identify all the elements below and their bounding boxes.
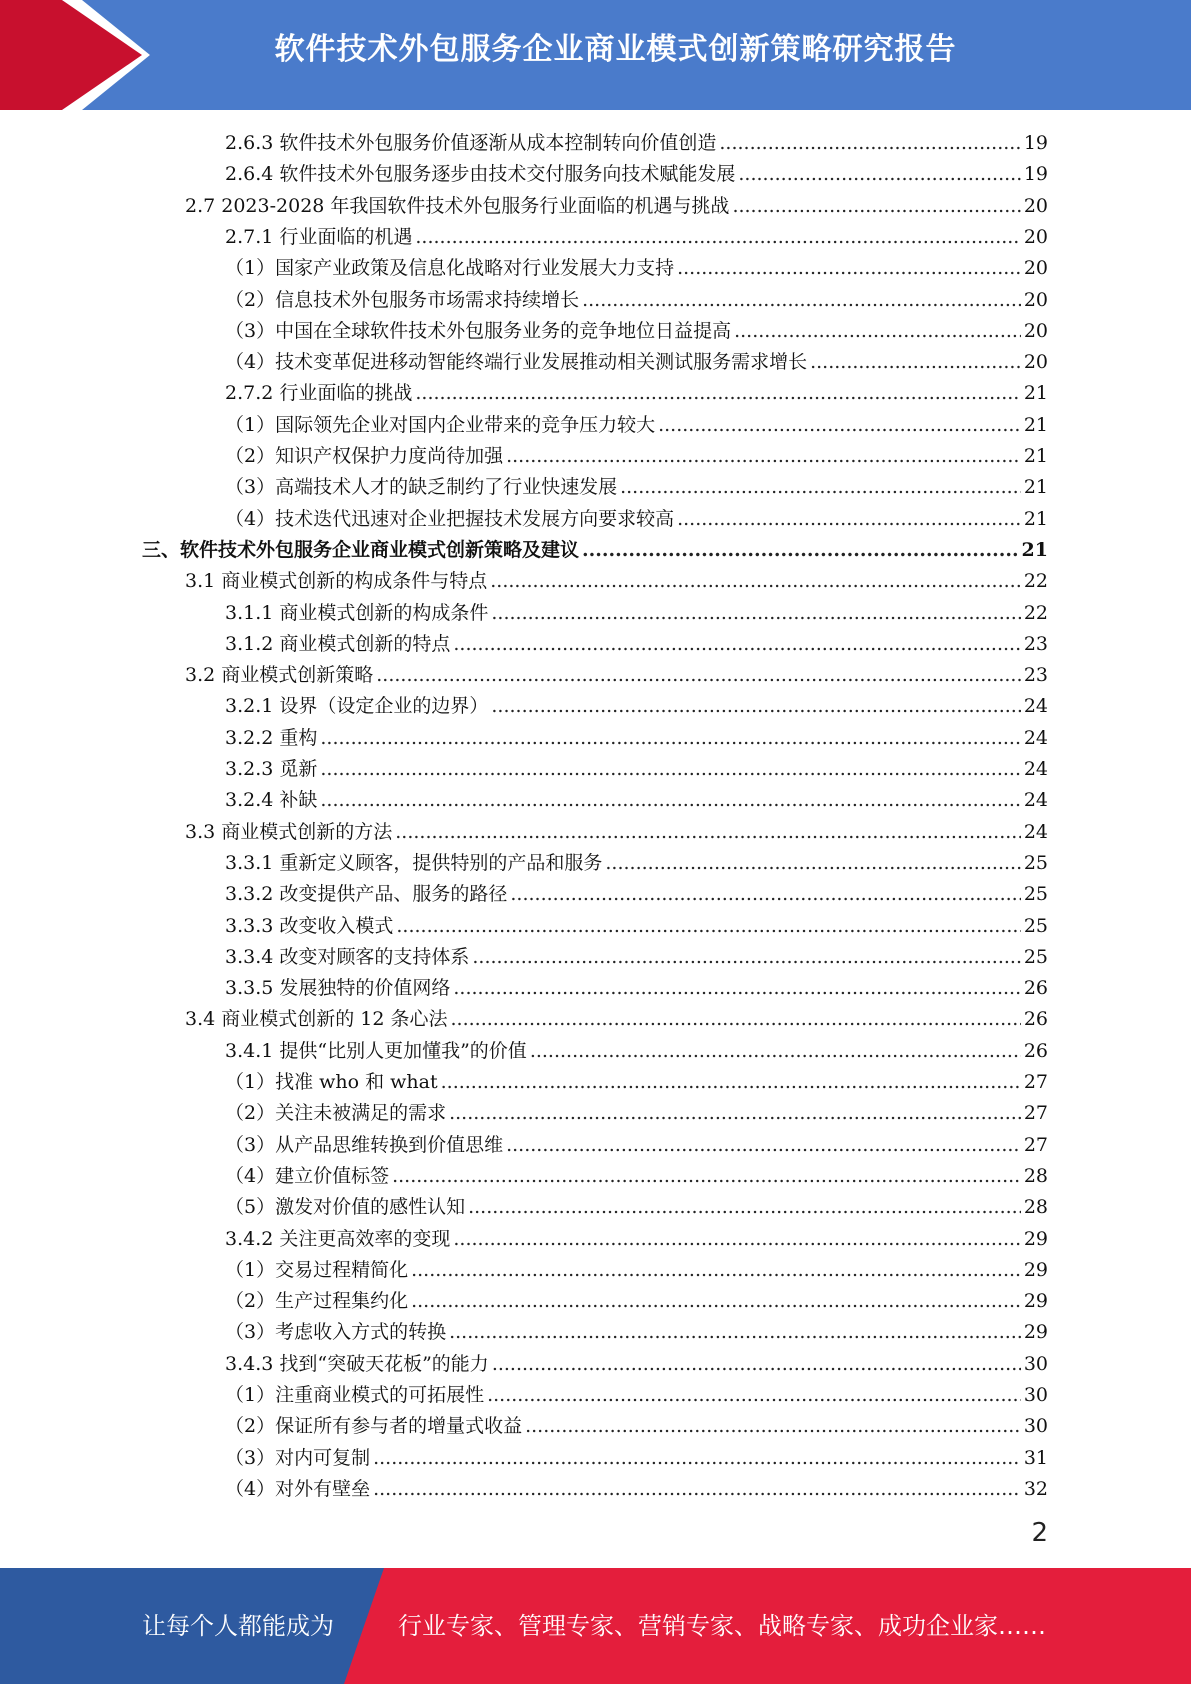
toc-entry-label: （3）考虑收入方式的转换	[225, 1321, 447, 1343]
toc-entry-label: （2）知识产权保护力度尚待加强	[225, 445, 504, 467]
toc-entry-label: 3.3.1 重新定义顾客，提供特别的产品和服务	[225, 852, 603, 874]
toc-entry-label: 3.1 商业模式创新的构成条件与特点	[185, 570, 488, 592]
toc-entry[interactable]	[225, 1161, 1048, 1192]
toc-leader-dots	[491, 598, 1020, 629]
toc-entry-label: （1）找准 who 和 what	[225, 1071, 438, 1093]
toc-entry[interactable]	[225, 1380, 1048, 1411]
toc-entry-label: （4）技术迭代迅速对企业把握技术发展方向要求较高	[225, 508, 675, 530]
toc-entry-label: （3）高端技术人才的缺乏制约了行业快速发展	[225, 476, 618, 498]
toc-entry[interactable]	[225, 629, 1048, 660]
toc-entry-page: 24	[1023, 821, 1048, 843]
toc-entry-page: 25	[1023, 883, 1048, 905]
toc-entry-label: （4）对外有壁垒	[225, 1478, 371, 1500]
toc-entry[interactable]	[225, 1255, 1048, 1286]
toc-leader-dots	[506, 441, 1021, 472]
toc-leader-dots	[395, 817, 1021, 848]
toc-entry[interactable]	[185, 566, 1048, 597]
toc-entry-label: （2）关注未被满足的需求	[225, 1102, 447, 1124]
toc-entry[interactable]	[225, 472, 1048, 503]
toc-entry-page: 27	[1023, 1071, 1048, 1093]
toc-entry-page: 24	[1023, 695, 1048, 717]
toc-leader-dots	[392, 1161, 1021, 1192]
page-header	[0, 0, 1191, 110]
toc-entry-label: 3.3.2 改变提供产品、服务的路径	[225, 883, 508, 905]
toc-entry-page: 28	[1023, 1196, 1048, 1218]
toc-entry[interactable]	[225, 1474, 1048, 1505]
toc-leader-dots	[810, 347, 1021, 378]
toc-entry-label: （3）中国在全球软件技术外包服务业务的竞争地位日益提高	[225, 320, 732, 342]
toc-entry[interactable]	[225, 316, 1048, 347]
toc-leader-dots	[492, 1349, 1021, 1380]
toc-entry-label: 3.2.3 觅新	[225, 758, 318, 780]
toc-entry-page: 24	[1023, 789, 1048, 811]
toc-leader-dots	[320, 754, 1020, 785]
toc-entry-page: 25	[1023, 915, 1048, 937]
toc-leader-dots	[510, 879, 1020, 910]
toc-entry[interactable]	[225, 441, 1048, 472]
toc-entry-page: 23	[1023, 633, 1048, 655]
toc-leader-dots	[472, 942, 1020, 973]
toc-leader-dots	[411, 1286, 1021, 1317]
toc-entry[interactable]	[225, 1224, 1048, 1255]
toc-entry-page: 25	[1023, 852, 1048, 874]
toc-entry[interactable]	[225, 128, 1048, 159]
toc-entry[interactable]	[225, 410, 1048, 441]
toc-entry-page: 30	[1023, 1353, 1048, 1375]
toc-entry-label: 3.2 商业模式创新策略	[185, 664, 374, 686]
toc-leader-dots	[719, 128, 1020, 159]
toc-entry-page: 24	[1023, 727, 1048, 749]
toc-leader-dots	[490, 566, 1021, 597]
toc-entry-label: （2）信息技术外包服务市场需求持续增长	[225, 289, 580, 311]
toc-entry[interactable]	[225, 1411, 1048, 1442]
toc-leader-dots	[415, 222, 1020, 253]
toc-entry[interactable]	[225, 879, 1048, 910]
toc-entry-page: 27	[1023, 1134, 1048, 1156]
toc-entry-label: （1）注重商业模式的可拓展性	[225, 1384, 485, 1406]
toc-leader-dots	[732, 191, 1020, 222]
toc-entry-label: 3.4.1 提供“比别人更加懂我”的价值	[225, 1040, 527, 1062]
toc-entry-page: 22	[1023, 570, 1048, 592]
toc-entry[interactable]	[225, 378, 1048, 409]
toc-leader-dots	[530, 1036, 1021, 1067]
toc-entry-page: 29	[1023, 1259, 1048, 1281]
toc-entry[interactable]	[225, 285, 1048, 316]
toc-entry[interactable]	[225, 754, 1048, 785]
toc-entry[interactable]	[225, 1349, 1048, 1380]
toc-entry-label: 2.7 2023-2028 年我国软件技术外包服务行业面临的机遇与挑战	[185, 195, 730, 217]
toc-entry-label: 3.2.2 重构	[225, 727, 318, 749]
toc-leader-dots	[451, 1004, 1021, 1035]
toc-entry[interactable]	[225, 848, 1048, 879]
toc-entry-label: 3.3.5 发展独特的价值网络	[225, 977, 451, 999]
toc-entry-label: 2.7.2 行业面临的挑战	[225, 382, 413, 404]
toc-leader-dots	[491, 691, 1020, 722]
toc-leader-dots	[373, 1474, 1021, 1505]
toc-leader-dots	[376, 660, 1021, 691]
toc-entry-label: （3）从产品思维转换到价值思维	[225, 1134, 504, 1156]
toc-entry-page: 23	[1023, 664, 1048, 686]
toc-entry[interactable]	[225, 785, 1048, 816]
toc-entry-page: 29	[1023, 1321, 1048, 1343]
toc-entry-page: 21	[1023, 414, 1048, 436]
toc-leader-dots	[396, 911, 1020, 942]
toc-entry[interactable]	[225, 723, 1048, 754]
toc-entry[interactable]	[225, 598, 1048, 629]
toc-entry-label: （3）对内可复制	[225, 1447, 371, 1469]
toc-leader-dots	[449, 1098, 1021, 1129]
toc-entry[interactable]	[225, 1192, 1048, 1223]
toc-entry[interactable]	[225, 347, 1048, 378]
toc-entry-label: 3.3.3 改变收入模式	[225, 915, 394, 937]
toc-leader-dots	[415, 378, 1020, 409]
toc-entry[interactable]	[225, 1130, 1048, 1161]
toc-leader-dots	[468, 1192, 1021, 1223]
toc-entry[interactable]	[225, 1317, 1048, 1348]
toc-entry-label: 3.1.1 商业模式创新的构成条件	[225, 602, 489, 624]
toc-entry-page: 21	[1023, 476, 1048, 498]
toc-leader-dots	[605, 848, 1020, 879]
toc-entry-label: （1）国家产业政策及信息化战略对行业发展大力支持	[225, 257, 675, 279]
toc-leader-dots	[320, 785, 1020, 816]
page-number: 2	[1031, 1518, 1048, 1548]
toc-entry-label: 2.6.3 软件技术外包服务价值逐渐从成本控制转向价值创造	[225, 132, 717, 154]
toc-leader-dots	[411, 1255, 1021, 1286]
toc-entry-page: 20	[1023, 257, 1048, 279]
toc-leader-dots	[373, 1443, 1021, 1474]
toc-entry-page: 30	[1023, 1384, 1048, 1406]
toc-leader-dots	[453, 629, 1020, 660]
toc-entry-page: 20	[1023, 195, 1048, 217]
toc-leader-dots	[506, 1130, 1021, 1161]
toc-entry-page: 21	[1021, 539, 1048, 561]
toc-entry[interactable]	[185, 191, 1048, 222]
toc-entry-page: 25	[1023, 946, 1048, 968]
toc-leader-dots	[320, 723, 1020, 754]
toc-entry-label: 3.3.4 改变对顾客的支持体系	[225, 946, 470, 968]
toc-entry-label: 2.6.4 软件技术外包服务逐步由技术交付服务向技术赋能发展	[225, 163, 736, 185]
toc-entry[interactable]	[225, 973, 1048, 1004]
toc-leader-dots	[453, 1224, 1020, 1255]
toc-leader-dots	[582, 535, 1019, 566]
toc-leader-dots	[677, 504, 1021, 535]
toc-entry-label: 3.2.1 设界（设定企业的边界）	[225, 695, 489, 717]
toc-entry-page: 20	[1023, 289, 1048, 311]
toc-entry-label: 3.4.2 关注更高效率的变现	[225, 1228, 451, 1250]
toc-entry[interactable]	[142, 535, 1048, 566]
toc-entry-label: 3.3 商业模式创新的方法	[185, 821, 393, 843]
toc-entry-page: 24	[1023, 758, 1048, 780]
footer-slogan-left: 让每个人都能成为	[142, 1612, 334, 1640]
toc-entry-page: 20	[1023, 320, 1048, 342]
toc-entry-page: 21	[1023, 508, 1048, 530]
footer-slogan-right: 行业专家、管理专家、营销专家、战略专家、成功企业家……	[398, 1612, 1046, 1640]
toc-leader-dots	[582, 285, 1021, 316]
toc-entry-page: 26	[1023, 977, 1048, 999]
toc-entry-label: （2）保证所有参与者的增量式收益	[225, 1415, 523, 1437]
toc-entry[interactable]	[225, 1443, 1048, 1474]
toc-entry-label: （2）生产过程集约化	[225, 1290, 409, 1312]
toc-leader-dots	[441, 1067, 1021, 1098]
page-footer	[0, 1568, 1191, 1684]
toc-entry[interactable]	[185, 660, 1048, 691]
toc-entry-page: 26	[1023, 1008, 1048, 1030]
toc-entry-page: 27	[1023, 1102, 1048, 1124]
toc-leader-dots	[487, 1380, 1021, 1411]
toc-leader-dots	[620, 472, 1021, 503]
toc-leader-dots	[677, 253, 1021, 284]
toc-entry[interactable]	[225, 504, 1048, 535]
toc-entry-page: 21	[1023, 382, 1048, 404]
toc-entry-page: 22	[1023, 602, 1048, 624]
toc-entry[interactable]	[225, 253, 1048, 284]
toc-leader-dots	[453, 973, 1020, 1004]
toc-entry-label: （1）国际领先企业对国内企业带来的竞争压力较大	[225, 414, 656, 436]
toc-entry-page: 28	[1023, 1165, 1048, 1187]
toc-entry[interactable]	[225, 1098, 1048, 1129]
toc-entry-page: 19	[1023, 132, 1048, 154]
toc-entry-page: 30	[1023, 1415, 1048, 1437]
toc-entry[interactable]	[225, 159, 1048, 190]
toc-entry[interactable]	[185, 1004, 1048, 1035]
toc-entry-label: （4）建立价值标签	[225, 1165, 390, 1187]
toc-entry-page: 32	[1023, 1478, 1048, 1500]
toc-entry[interactable]	[225, 911, 1048, 942]
toc-entry-page: 19	[1023, 163, 1048, 185]
toc-leader-dots	[449, 1317, 1021, 1348]
toc-entry-label: 3.1.2 商业模式创新的特点	[225, 633, 451, 655]
toc-entry[interactable]	[225, 1036, 1048, 1067]
toc-entry-label: 3.4 商业模式创新的 12 条心法	[185, 1008, 448, 1030]
toc-leader-dots	[738, 159, 1020, 190]
toc-leader-dots	[734, 316, 1021, 347]
toc-entry[interactable]	[225, 1067, 1048, 1098]
toc-entry-page: 20	[1023, 226, 1048, 248]
toc-entry-label: （4）技术变革促进移动智能终端行业发展推动相关测试服务需求增长	[225, 351, 808, 373]
toc-entry-label: 2.7.1 行业面临的机遇	[225, 226, 413, 248]
toc-entry[interactable]	[225, 691, 1048, 722]
toc-entry-page: 21	[1023, 445, 1048, 467]
toc-entry-label: （1）交易过程精简化	[225, 1259, 409, 1281]
toc-leader-dots	[658, 410, 1021, 441]
toc-entry-page: 31	[1023, 1447, 1048, 1469]
toc-entry-label: 3.4.3 找到“突破天花板”的能力	[225, 1353, 489, 1375]
toc-entry[interactable]	[225, 942, 1048, 973]
toc-entry-label: （5）激发对价值的感性认知	[225, 1196, 466, 1218]
toc-entry-page: 29	[1023, 1290, 1048, 1312]
toc-entry-page: 20	[1023, 351, 1048, 373]
toc-entry-page: 26	[1023, 1040, 1048, 1062]
toc-entry[interactable]	[185, 817, 1048, 848]
toc-entry[interactable]	[225, 222, 1048, 253]
toc-entry[interactable]	[225, 1286, 1048, 1317]
toc-entry-label: 三、软件技术外包服务企业商业模式创新策略及建议	[142, 539, 580, 561]
toc-entry-page: 29	[1023, 1228, 1048, 1250]
report-title: 软件技术外包服务企业商业模式创新策略研究报告	[274, 32, 957, 67]
toc-entry-label: 3.2.4 补缺	[225, 789, 318, 811]
toc-leader-dots	[525, 1411, 1021, 1442]
